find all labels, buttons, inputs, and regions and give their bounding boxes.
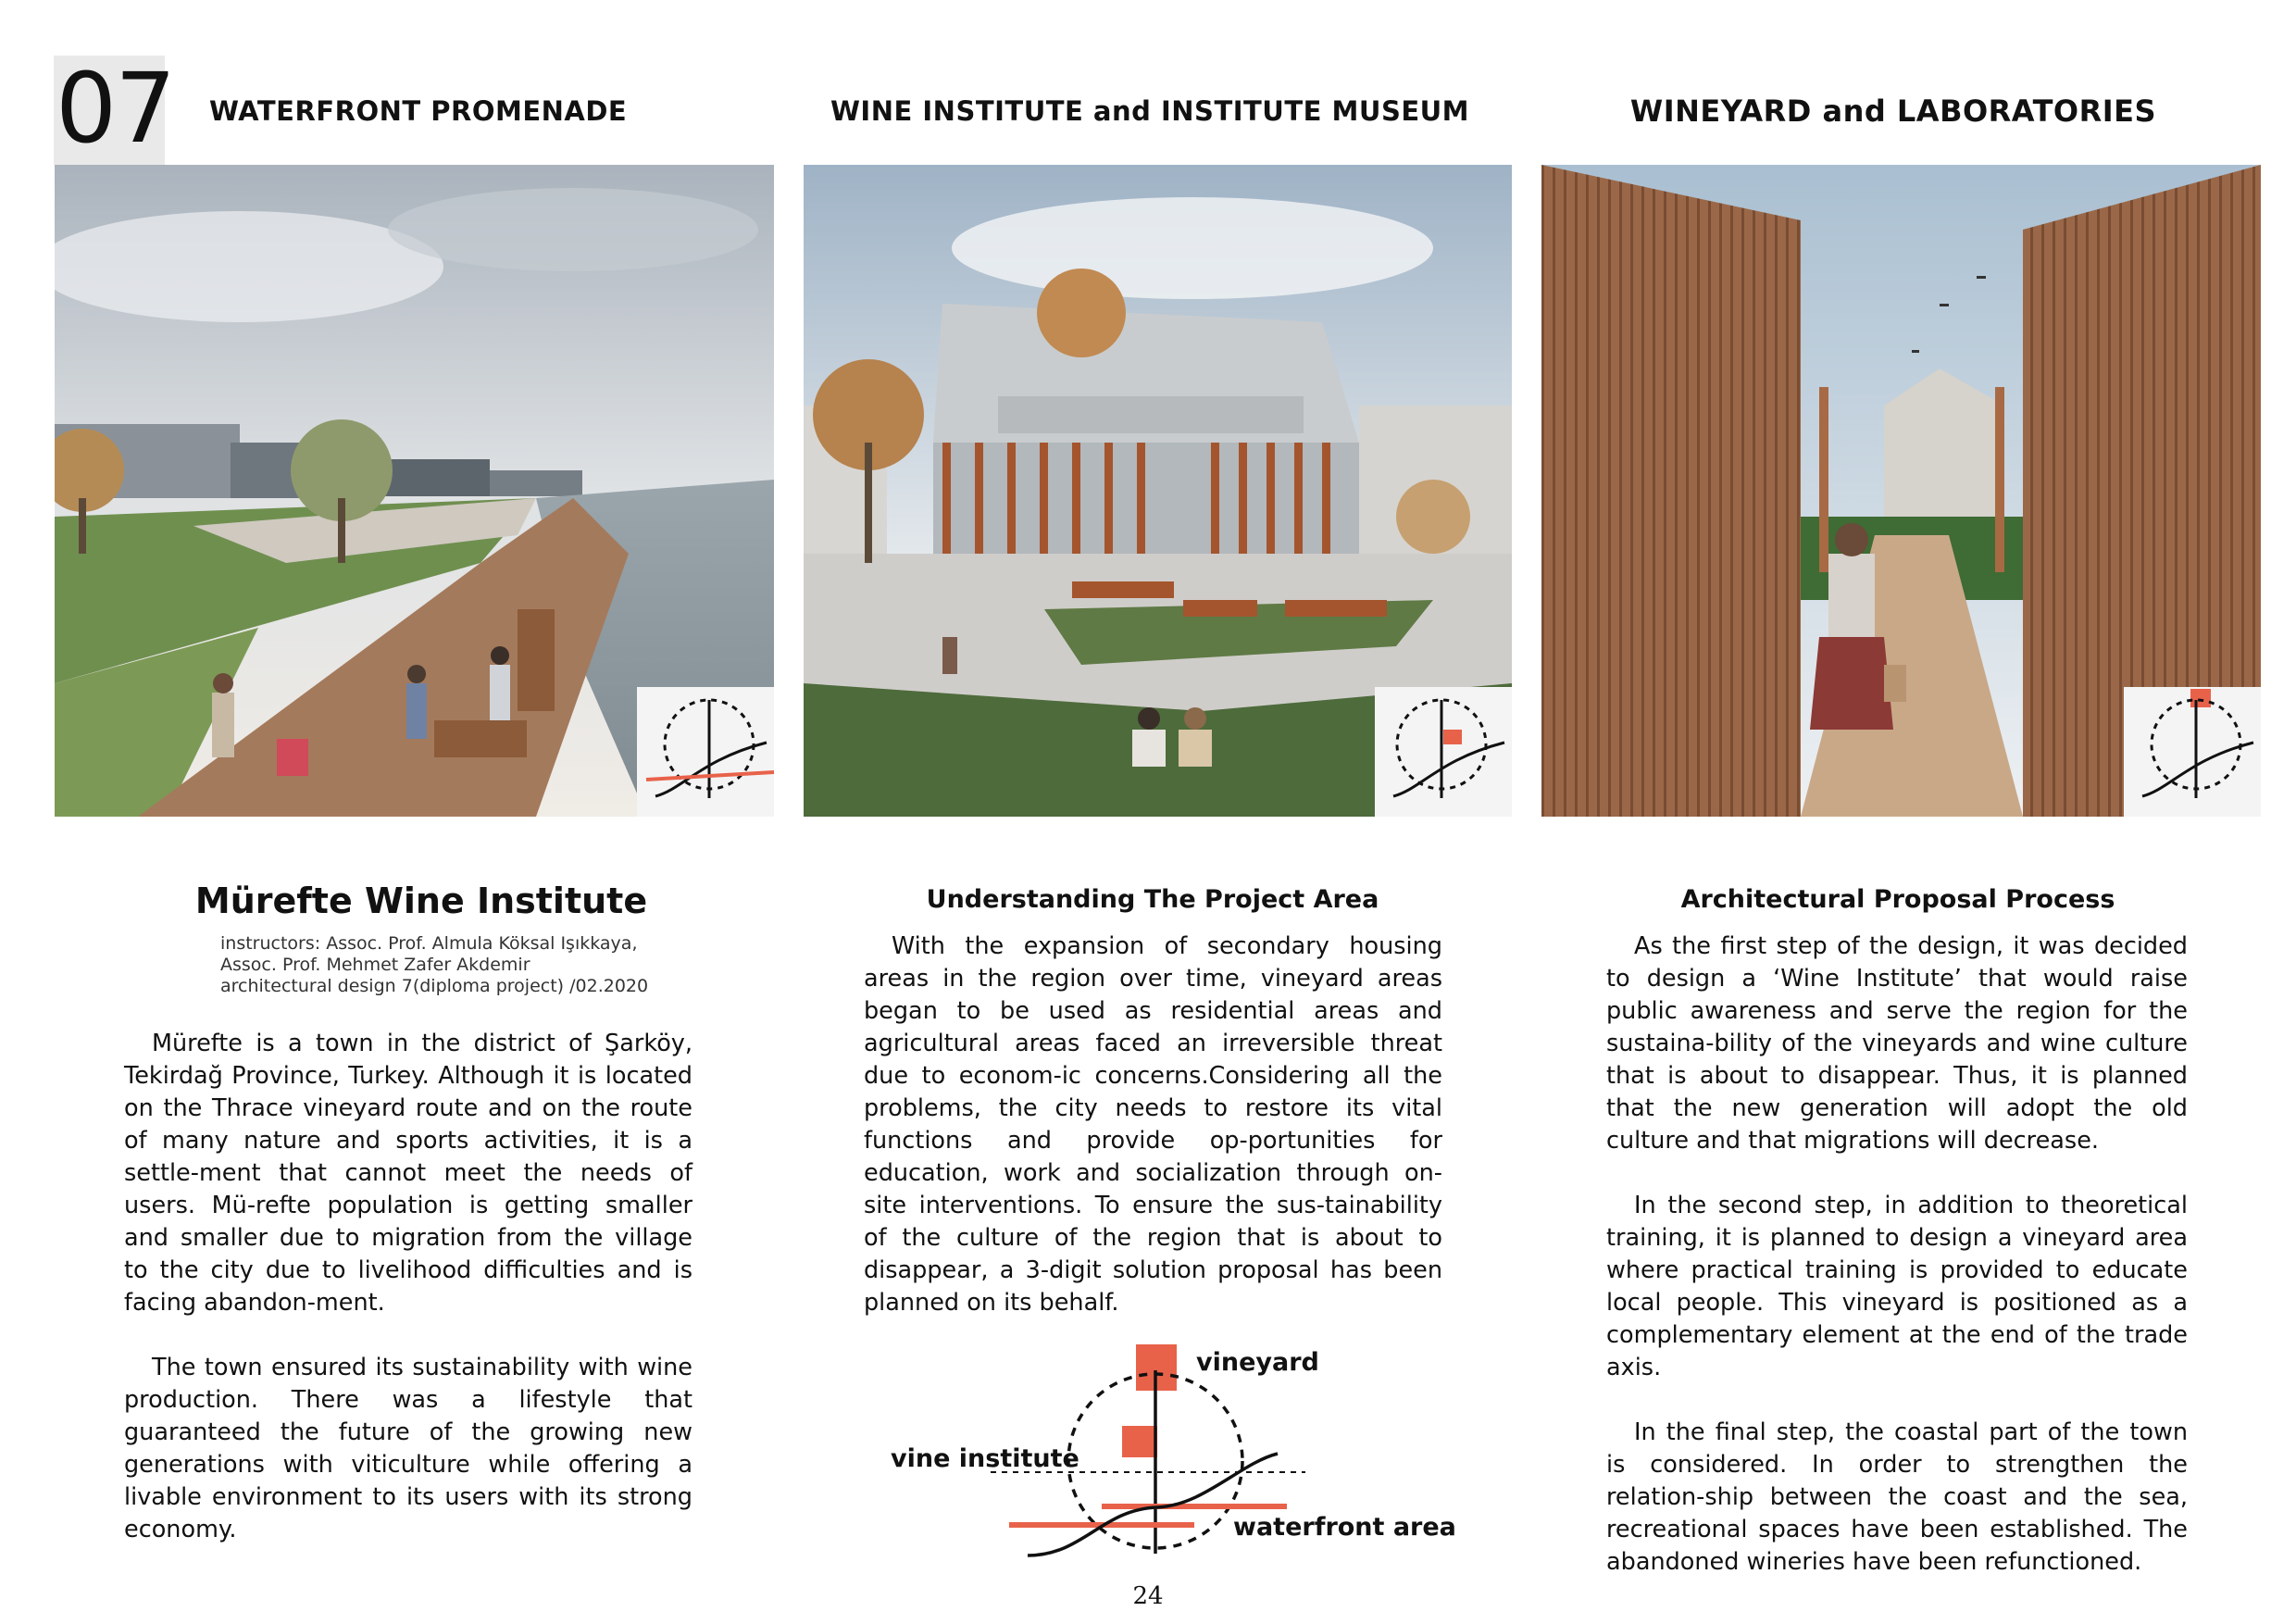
project-area-text	[864, 931, 1442, 1319]
section-number: 07	[56, 52, 175, 165]
project-area-title: Understanding The Project Area	[926, 885, 1379, 914]
proposal-title: Architectural Proposal Process	[1680, 885, 2115, 914]
credits-line: instructors: Assoc. Prof. Almula Köksal Işıkkaya,	[220, 933, 638, 954]
location-key-diagram	[637, 687, 774, 817]
project-area-paragraph: With the expansion of secondary housing areas in the region over time, vineyard areas began to be used as residential areas and agricultural areas faced an irreversible threat due to econom-ic concerns.Considering all the problems, the city needs to restore its vital functions and provide op-portunities for education, work and socialization through on-site interventions. To ensure the sus-tainability of the culture of the region that is about to disappear, a 3-digit solution proposal has been planned on its behalf.	[864, 932, 1442, 1317]
intro-paragraph: The town ensured its sustainability with wine production. There was a lifestyle that guaranteed the future of the growing new generations with viticulture while offering a livable environment to its users with its strong economy.	[124, 1354, 693, 1543]
label-waterfront-area: waterfront area	[1233, 1513, 1456, 1542]
waterfront-promenade-image	[55, 165, 774, 817]
credits-line: Assoc. Prof. Mehmet Zafer Akdemir	[220, 955, 530, 975]
label-vine-institute: vine institute	[891, 1444, 1079, 1473]
concept-diagram	[870, 1333, 1463, 1574]
proposal-paragraph: In the final step, the coastal part of the town is considered. In order to strengthen the relation-ship between the coast and the sea, recreational spaces have been established. The abandoned wineries have been refunctioned.	[1606, 1418, 2188, 1576]
credits-line: architectural design 7(diploma project) /02.2020	[220, 976, 649, 996]
page-number: 24	[1132, 1582, 1164, 1610]
proposal-text	[1606, 931, 2188, 1579]
proposal-paragraph: As the first step of the design, it was decided to design a ‘Wine Institute’ that would raise public awareness and serve the region for the sustaina-bility of the vineyards and wine culture that is about to disappear. Thus, it is planned that the new generation will adopt the old culture and that migrations will decrease.	[1606, 932, 2188, 1155]
project-credits	[220, 933, 655, 997]
label-vineyard: vineyard	[1196, 1348, 1319, 1377]
project-title: Mürefte Wine Institute	[194, 881, 648, 921]
location-key-diagram	[2124, 687, 2261, 817]
wine-institute-image	[804, 165, 1512, 817]
institute-marker	[1122, 1426, 1157, 1457]
vineyard-laboratories-image	[1541, 165, 2261, 817]
heading-wine-institute: WINE INSTITUTE and INSTITUTE MUSEUM	[830, 95, 1470, 127]
heading-wineyard-laboratories: WINEYARD and LABORATORIES	[1629, 94, 2157, 129]
intro-paragraph: Mürefte is a town in the district of Şarköy, Tekirdağ Province, Turkey. Although it is located on the Thrace vineyard route and on the route of many nature and sports activities, it is a settle-ment that cannot meet the needs of users. Mü-refte population is getting smaller and smaller due to migration from the village to the city due to livelihood difficulties and is facing abandon-ment.	[124, 1030, 693, 1317]
intro-text	[124, 1028, 693, 1546]
proposal-paragraph: In the second step, in addition to theoretical training, it is planned to design a vineyard area where practical training is provided to educate local people. This vineyard is positioned as a complementary element at the end of the trade axis.	[1606, 1192, 2188, 1381]
location-key-diagram	[1375, 687, 1512, 817]
heading-waterfront-promenade: WATERFRONT PROMENADE	[209, 95, 628, 127]
